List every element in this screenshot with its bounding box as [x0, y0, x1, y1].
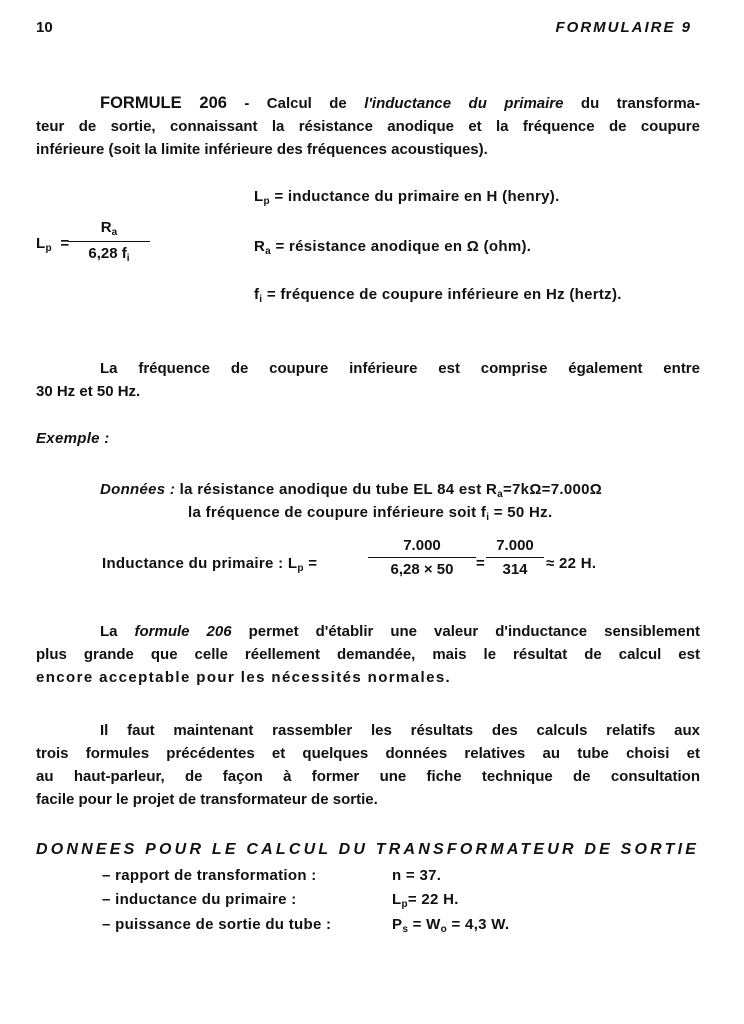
- running-title: FORMULAIRE 9: [555, 19, 692, 36]
- gather-paragraph: [36, 719, 700, 811]
- formula-206-line-1: [36, 92, 700, 115]
- formula-para-line-2: plus grande que celle réellement demandée, mais le résultat de calcul est: [36, 646, 700, 663]
- formula-206-line-2: teur de sortie, connaissant la résistance anodique et la fréquence de coupure: [36, 118, 700, 135]
- page-number: 10: [36, 19, 53, 36]
- formula-para-line-1: La formule 206 permet d'établir une valeur d'inductance sensiblement: [100, 623, 700, 640]
- calc-frac1-denominator: 6,28 × 50: [390, 561, 454, 578]
- example-donnees-line-2: la fréquence de coupure inférieure soit $f_i = 50$ Hz.: [188, 504, 553, 523]
- formula-206-intro: [36, 92, 700, 161]
- formula-paragraph: [36, 620, 700, 689]
- gather-line-3: au haut-parleur, de façon à former une fiche technique de consultation: [36, 768, 700, 785]
- formula-para-line-3: encore acceptable pour les nécessités normales.: [36, 669, 452, 686]
- calc-frac1-bar: [368, 557, 476, 558]
- formula-206-intro-end: du transforma-: [563, 95, 701, 112]
- calc-label: Inductance du primaire : $L_p$ =: [102, 555, 318, 574]
- formula-206-italic: l'inductance du primaire: [364, 95, 564, 112]
- gather-line-2: trois formules précédentes et quelques données relatives au tube choisi et: [36, 745, 700, 762]
- calc-frac2-numerator: 7.000: [496, 537, 534, 554]
- data-item-1-label: – rapport de transformation :: [102, 867, 317, 884]
- definition-fi: $f_i$ = fréquence de coupure inférieure en Hz (hertz).: [254, 286, 622, 305]
- calc-eq-2: =: [476, 555, 486, 572]
- data-item-3-label: – puissance de sortie du tube :: [102, 916, 332, 933]
- formula-206-intro-text: - Calcul de: [226, 95, 365, 112]
- gather-line-4: facile pour le projet de transformateur de sortie.: [36, 791, 378, 808]
- frequency-line-2: 30 Hz et 50 Hz.: [36, 383, 141, 400]
- formula-206-label: FORMULE 206: [100, 94, 227, 112]
- formula-para-italic: formule 206: [134, 623, 232, 640]
- data-item-1-value: n = 37.: [392, 867, 442, 884]
- formula-lhs: $L_p$ =: [36, 235, 70, 254]
- formula-206-line-3: inférieure (soit la limite inférieure des fréquences acoustiques).: [36, 141, 488, 158]
- calc-fraction-1: [368, 537, 476, 578]
- data-section-heading: DONNEES POUR LE CALCUL DU TRANSFORMATEUR DE SORTIE: [36, 841, 700, 858]
- donnees-label: Données :: [100, 481, 176, 498]
- fraction-bar: [68, 241, 150, 242]
- calc-frac2-denominator: 314: [502, 561, 528, 578]
- formula-fraction: [68, 219, 150, 264]
- calc-fraction-2: [486, 537, 544, 578]
- formula-numerator: $R_a$: [100, 219, 118, 238]
- formula-denominator: 6,28 $f_i$: [88, 245, 130, 264]
- definition-ra: $R_a$ = résistance anodique en Ω (ohm).: [254, 238, 532, 257]
- data-item-2-value: $L_p= 22$ H.: [392, 891, 459, 910]
- data-item-2-label: – inductance du primaire :: [102, 891, 297, 908]
- frequency-line-1: La fréquence de coupure inférieure est comprise également entre: [100, 360, 700, 377]
- gather-line-1: Il faut maintenant rassembler les résultats des calculs relatifs aux: [100, 722, 700, 739]
- calc-result: ≈ 22 H.: [546, 555, 597, 572]
- definition-lp: $L_p$ = inductance du primaire en H (henry).: [254, 188, 560, 207]
- frequency-paragraph: [36, 357, 700, 403]
- calc-frac2-bar: [486, 557, 544, 558]
- example-donnees-line-1: Données : la résistance anodique du tube EL 84 est $R_a=7k\Omega=7.000\Omega$: [100, 481, 603, 500]
- calc-frac1-numerator: 7.000: [403, 537, 441, 554]
- example-title: Exemple :: [36, 430, 110, 447]
- data-item-3-value: $P_s = W_o = 4,3$ W.: [392, 916, 510, 935]
